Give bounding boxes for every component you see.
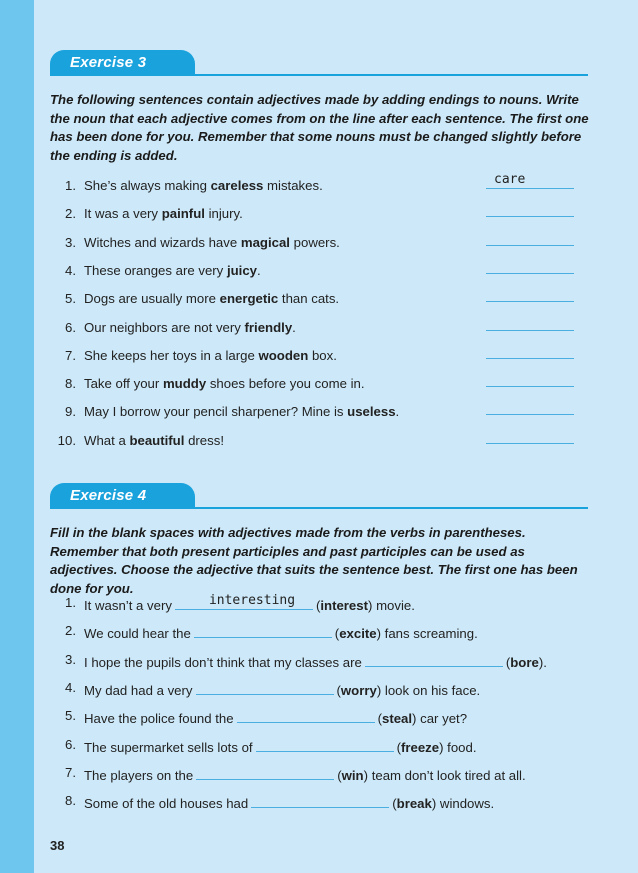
answer-line[interactable]: [486, 301, 574, 302]
item-sentence: [84, 765, 526, 783]
adjective: juicy: [226, 263, 258, 278]
item-sentence: [84, 376, 365, 391]
answer-line[interactable]: [486, 330, 574, 331]
exercise-4-title: Exercise 4: [70, 487, 147, 504]
item-number: 2.: [65, 206, 76, 221]
sentence-text: powers.: [289, 235, 340, 250]
sentence-text: These oranges are very: [84, 263, 227, 278]
item-sentence: [84, 320, 296, 335]
paren: ): [363, 768, 369, 783]
sentence-text: It was a very: [84, 206, 162, 221]
sentence-text: dress!: [184, 433, 224, 448]
sentence-text: fans screaming.: [381, 626, 478, 641]
item-sentence: [84, 263, 261, 278]
answer-line[interactable]: [486, 188, 574, 189]
sentence-text: movie.: [372, 598, 415, 613]
adjective: beautiful: [129, 433, 185, 448]
sentence-text: food.: [443, 740, 477, 755]
blank-line[interactable]: [365, 652, 503, 667]
item-number: 1.: [65, 595, 76, 610]
item-number: 3.: [65, 235, 76, 250]
item-sentence: [84, 793, 494, 811]
item-sentence: [84, 235, 340, 250]
item-number: 9.: [65, 404, 76, 419]
verb: worry: [340, 683, 377, 698]
sentence-text: .: [257, 263, 261, 278]
verb: freeze: [400, 740, 440, 755]
verb: win: [341, 768, 364, 783]
paren: ): [538, 655, 544, 670]
exercise-4-instructions: Fill in the blank spaces with adjectives made from the verbs in parentheses. Remember that both present participles and past participles can be used as adjectives. Choose the adjective that suits the sentence best. The first one has been done for you.: [50, 525, 578, 596]
answer-line[interactable]: [486, 216, 574, 217]
paren: ): [439, 740, 444, 755]
paren: (: [315, 598, 321, 613]
adjective: magical: [240, 235, 290, 250]
answer-line[interactable]: [486, 443, 574, 444]
sentence-text: She keeps her toys in a large: [84, 348, 259, 363]
item-number: 10.: [57, 433, 76, 448]
paren: ): [431, 796, 437, 811]
sentence-text: The supermarket sells lots of: [84, 740, 253, 755]
paren: ): [368, 598, 373, 613]
blank-answer: interesting: [208, 593, 296, 608]
item-number: 1.: [65, 178, 76, 193]
adjective: useless: [347, 404, 396, 419]
verb: break: [396, 796, 432, 811]
blank-line[interactable]: [196, 765, 334, 780]
verb: bore: [510, 655, 539, 670]
paren: (: [336, 683, 341, 698]
blank-line[interactable]: [251, 793, 389, 808]
item-sentence: [84, 178, 323, 193]
blank-line[interactable]: [237, 708, 375, 723]
item-number: 5.: [65, 291, 76, 306]
sentence-text: team don’t look tired at all.: [368, 768, 526, 783]
sentence-text: She’s always making: [84, 178, 211, 193]
adjective: energetic: [219, 291, 279, 306]
exercise-4-tab: [50, 483, 195, 509]
blank-line[interactable]: [256, 737, 394, 752]
paren: (: [377, 711, 382, 726]
item-sentence: [84, 652, 547, 670]
sentence-text: .: [395, 404, 400, 419]
item-sentence: [84, 595, 415, 613]
verb: steal: [381, 711, 413, 726]
answer-line[interactable]: [486, 358, 574, 359]
sentence-text: We could hear the: [84, 626, 191, 641]
sentence-text: car yet?: [416, 711, 468, 726]
item-sentence: [84, 737, 477, 755]
item-number: 8.: [65, 376, 76, 391]
answer-text: care: [494, 172, 526, 187]
item-number: 7.: [65, 765, 76, 780]
exercise-3-rule: [50, 74, 588, 76]
item-number: 3.: [65, 652, 76, 667]
exercise-3-tab: [50, 50, 195, 76]
sentence-text: Dogs are usually more: [84, 291, 220, 306]
sentence-text: .: [543, 655, 547, 670]
paren: ): [412, 711, 417, 726]
sentence-text: mistakes.: [263, 178, 323, 193]
item-sentence: [84, 623, 478, 641]
sentence-text: shoes before you come in.: [206, 376, 365, 391]
sentence-text: windows.: [436, 796, 495, 811]
adjective: careless: [210, 178, 264, 193]
sentence-text: injury.: [204, 206, 243, 221]
item-sentence: [84, 680, 480, 698]
paren: (: [392, 796, 397, 811]
answer-line[interactable]: [486, 386, 574, 387]
exercise-3-instructions: The following sentences contain adjectives made by adding endings to nouns. Write the noun that each adjective comes from on the line after each sentence. The first one has been done for you. Remember that some nouns must be changed slightly before the ending is added.: [50, 92, 589, 163]
adjective: wooden: [258, 348, 309, 363]
item-sentence: [84, 291, 339, 306]
blank-line[interactable]: [196, 680, 334, 695]
exercise-3-header: [50, 50, 588, 76]
exercise-4-rule: [50, 507, 588, 509]
exercise-4-header: [50, 483, 588, 509]
sentence-text: It wasn’t a very: [84, 598, 172, 613]
item-sentence: [84, 348, 337, 363]
sentence-text: than cats.: [278, 291, 340, 306]
item-number: 5.: [65, 708, 76, 723]
item-number: 7.: [65, 348, 76, 363]
page-number: 38: [50, 838, 65, 853]
paren: (: [396, 740, 401, 755]
sentence-text: Some of the old houses had: [84, 796, 249, 811]
sentence-text: look on his face.: [381, 683, 481, 698]
sentence-text: My dad had a very: [84, 683, 193, 698]
sentence-text: Our neighbors are not very: [84, 320, 245, 335]
exercise-3-title: Exercise 3: [70, 54, 147, 71]
sentence-text: Have the police found the: [84, 711, 234, 726]
sentence-text: Take off your: [84, 376, 163, 391]
sentence-text: Witches and wizards have: [84, 235, 241, 250]
item-number: 6.: [65, 320, 76, 335]
blank-line[interactable]: [194, 623, 332, 638]
item-sentence: [84, 404, 399, 419]
paren: (: [505, 655, 511, 670]
adjective: muddy: [162, 376, 207, 391]
sentence-text: I hope the pupils don’t think that my classes are: [84, 655, 362, 670]
sentence-text: What a: [84, 433, 130, 448]
item-sentence: [84, 433, 224, 448]
paren: (: [337, 768, 342, 783]
paren: ): [376, 626, 382, 641]
sentence-text: box.: [308, 348, 337, 363]
sentence-text: .: [292, 320, 296, 335]
adjective: friendly: [244, 320, 293, 335]
paren: (: [334, 626, 340, 641]
answer-line[interactable]: [486, 245, 574, 246]
adjective: painful: [161, 206, 205, 221]
item-number: 2.: [65, 623, 76, 638]
sentence-text: May I borrow your pencil sharpener? Mine is: [84, 404, 348, 419]
answer-line[interactable]: [486, 273, 574, 274]
answer-line[interactable]: [486, 414, 574, 415]
verb: excite: [339, 626, 377, 641]
paren: ): [376, 683, 382, 698]
item-number: 4.: [65, 680, 76, 695]
item-number: 6.: [65, 737, 76, 752]
blank-line[interactable]: [175, 595, 313, 610]
item-number: 4.: [65, 263, 76, 278]
item-sentence: [84, 206, 243, 221]
page-side-band: [0, 0, 34, 873]
verb: interest: [320, 598, 368, 613]
item-sentence: [84, 708, 467, 726]
sentence-text: The players on the: [84, 768, 194, 783]
item-number: 8.: [65, 793, 76, 808]
